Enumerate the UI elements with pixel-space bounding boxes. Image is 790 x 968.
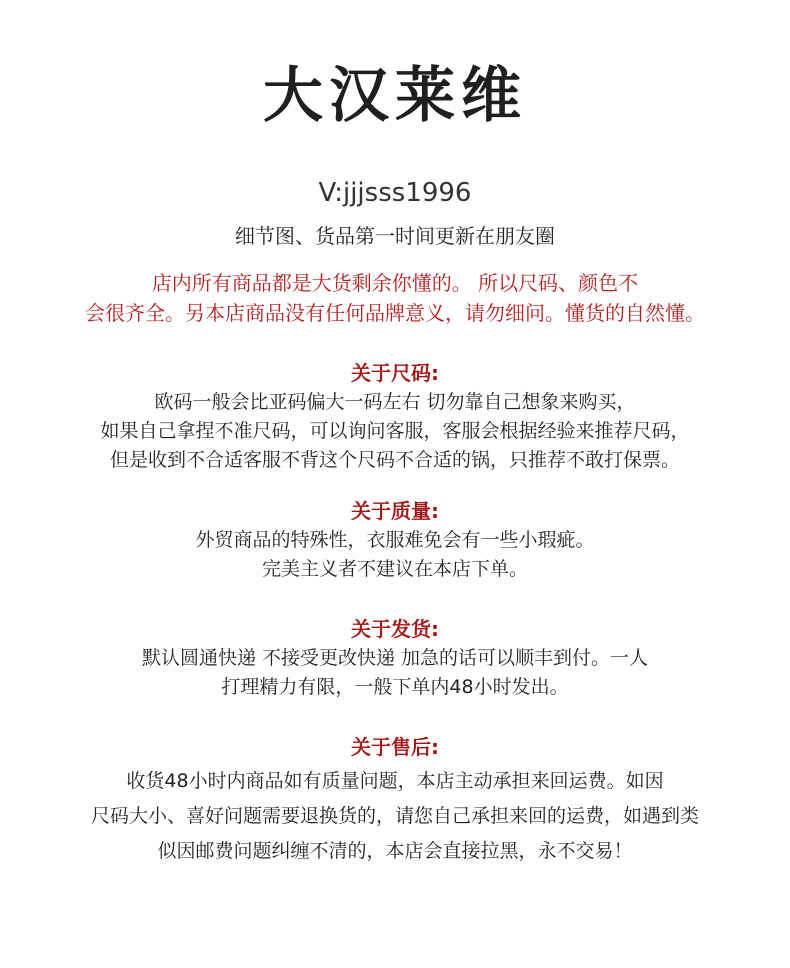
section-size-line: 欧码一般会比亚码偏大一码左右 切勿靠自己想象来购买， (154, 391, 636, 413)
notice-line: 会很齐全。另本店商品没有任何品牌意义，请勿细问。懂货的自然懂。 (85, 301, 705, 325)
wechat-contact: V:jjjsss1996 (318, 178, 472, 208)
section-after-sales-line: 收货48小时内商品如有质量问题，本店主动承担来回运费。如因 (126, 770, 664, 792)
notice-line: 店内所有商品都是大货剩余你懂的。 所以尺码、颜色不 (151, 271, 639, 295)
section-after-sales-line: 尺码大小、喜好问题需要退换货的，请您自己承担来回的运费，如遇到类 (90, 805, 699, 827)
section-after-sales-line: 似因邮费问题纠缠不清的，本店会直接拉黑，永不交易！ (157, 840, 633, 862)
section-heading-after-sales: 关于售后: (351, 735, 439, 759)
section-shipping-line: 默认圆通快递 不接受更改快递 加急的话可以顺丰到付。一人 (141, 647, 649, 669)
section-heading-quality: 关于质量: (351, 499, 439, 523)
shop-title: 大汉莱维 (263, 61, 527, 131)
update-tagline: 细节图、货品第一时间更新在朋友圈 (235, 224, 555, 248)
section-size-line: 如果自己拿捏不准尺码，可以询问客服，客服会根据经验来推荐尺码， (100, 420, 690, 442)
section-heading-size: 关于尺码: (351, 361, 439, 385)
section-quality-line: 外贸商品的特殊性，衣服难免会有一些小瑕疵。 (195, 529, 595, 551)
section-size-line: 但是收到不合适客服不背这个尺码不合适的锅，只推荐不敢打保票。 (109, 449, 680, 471)
section-heading-shipping: 关于发货: (351, 617, 439, 641)
section-quality-line: 完美主义者不建议在本店下单。 (261, 558, 528, 580)
section-shipping-line: 打理精力有限，一般下单内48小时发出。 (221, 676, 569, 698)
